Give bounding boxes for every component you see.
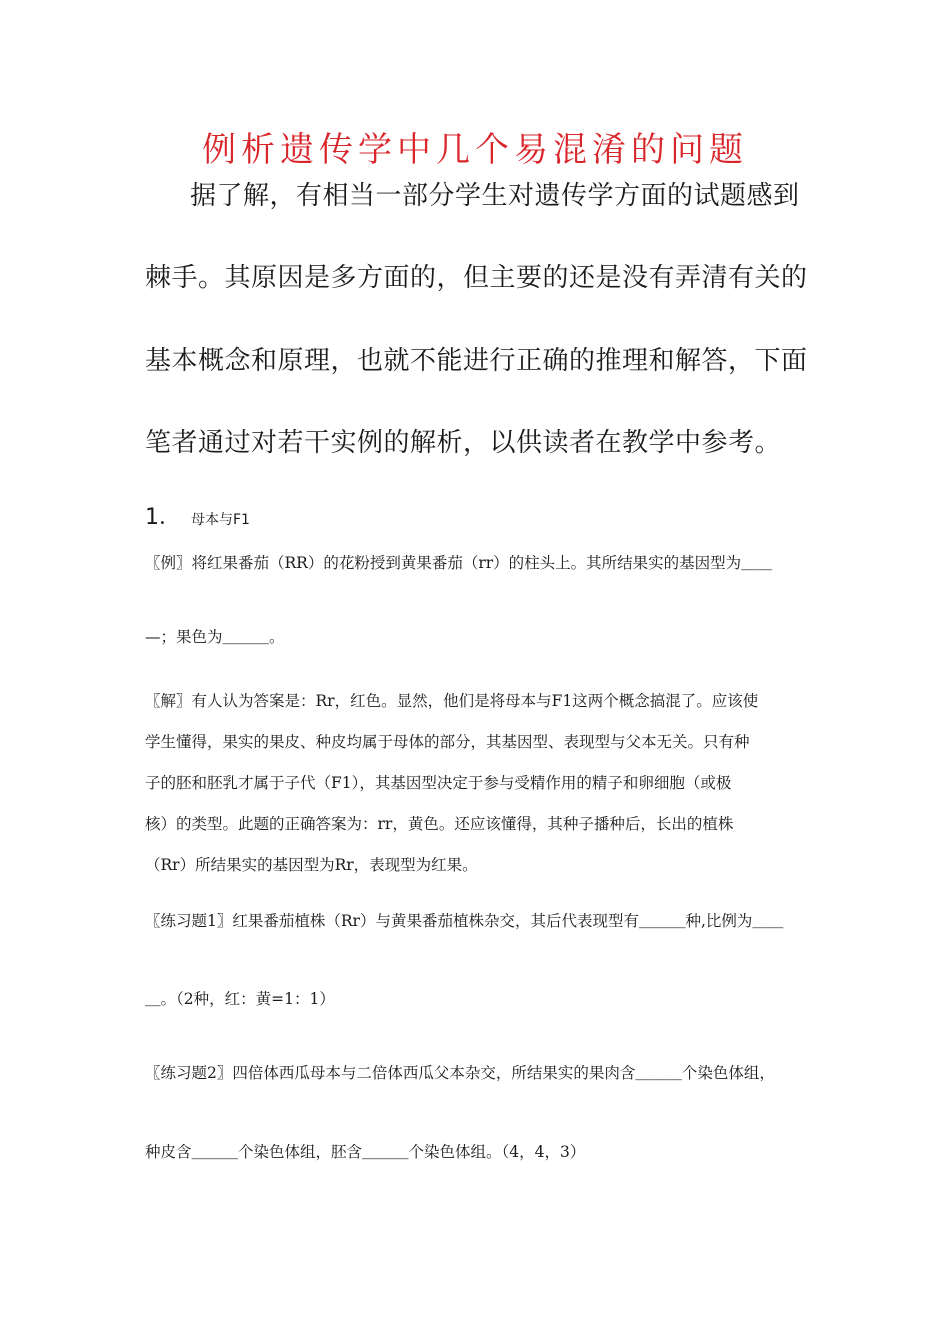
example-line-1: 〖例〗将红果番茄（RR）的花粉授到黄果番茄（rr）的柱头上。其所结果实的基因型为＿＿ (145, 554, 773, 572)
solution-line-3: 子的胚和胚乳才属于子代（F1），其基因型决定于参与受精作用的精子和卵细胞（或极 (145, 774, 732, 792)
exercise1-line-2: ＿。（2种，红：黄=1：1） (145, 990, 335, 1008)
solution-line-5: （Rr）所结果实的基因型为Rr，表现型为红果。 (145, 856, 478, 874)
intro-line-2: 棘手。其原因是多方面的，但主要的还是没有弄清有关的 (145, 263, 808, 293)
intro-line-3: 基本概念和原理，也就不能进行正确的推理和解答，下面 (145, 346, 808, 376)
section-heading (145, 504, 250, 534)
exercise2-line-1: 〖练习题2〗四倍体西瓜母本与二倍体西瓜父本杂交，所结果实的果肉含＿＿＿个染色体组， (145, 1064, 775, 1082)
solution-line-1: 〖解〗有人认为答案是：Rr，红色。显然，他们是将母本与F1这两个概念搞混了。应该使 (145, 692, 759, 710)
section-title: 母本与F1 (191, 512, 250, 528)
document-title: 例析遗传学中几个易混淆的问题 (202, 130, 748, 170)
exercise1-line-1: 〖练习题1〗红果番茄植株（Rr）与黄果番茄植株杂交，其后代表现型有＿＿＿种,比例为＿＿ (145, 912, 784, 930)
exercise2-line-2: 种皮含＿＿＿个染色体组，胚含＿＿＿个染色体组。（4，4，3） (145, 1143, 586, 1161)
intro-line-1: 据了解，有相当一部分学生对遗传学方面的试题感到 (190, 181, 800, 211)
example-line-2: —；果色为＿＿＿。 (145, 628, 285, 646)
intro-line-4: 笔者通过对若干实例的解析，以供读者在教学中参考。 (145, 428, 782, 458)
section-number: 1． (145, 505, 181, 530)
solution-line-4: 核）的类型。此题的正确答案为：rr，黄色。还应该懂得，其种子播种后，长出的植株 (145, 815, 734, 833)
solution-line-2: 学生懂得，果实的果皮、种皮均属于母体的部分，其基因型、表现型与父本无关。只有种 (145, 733, 750, 751)
